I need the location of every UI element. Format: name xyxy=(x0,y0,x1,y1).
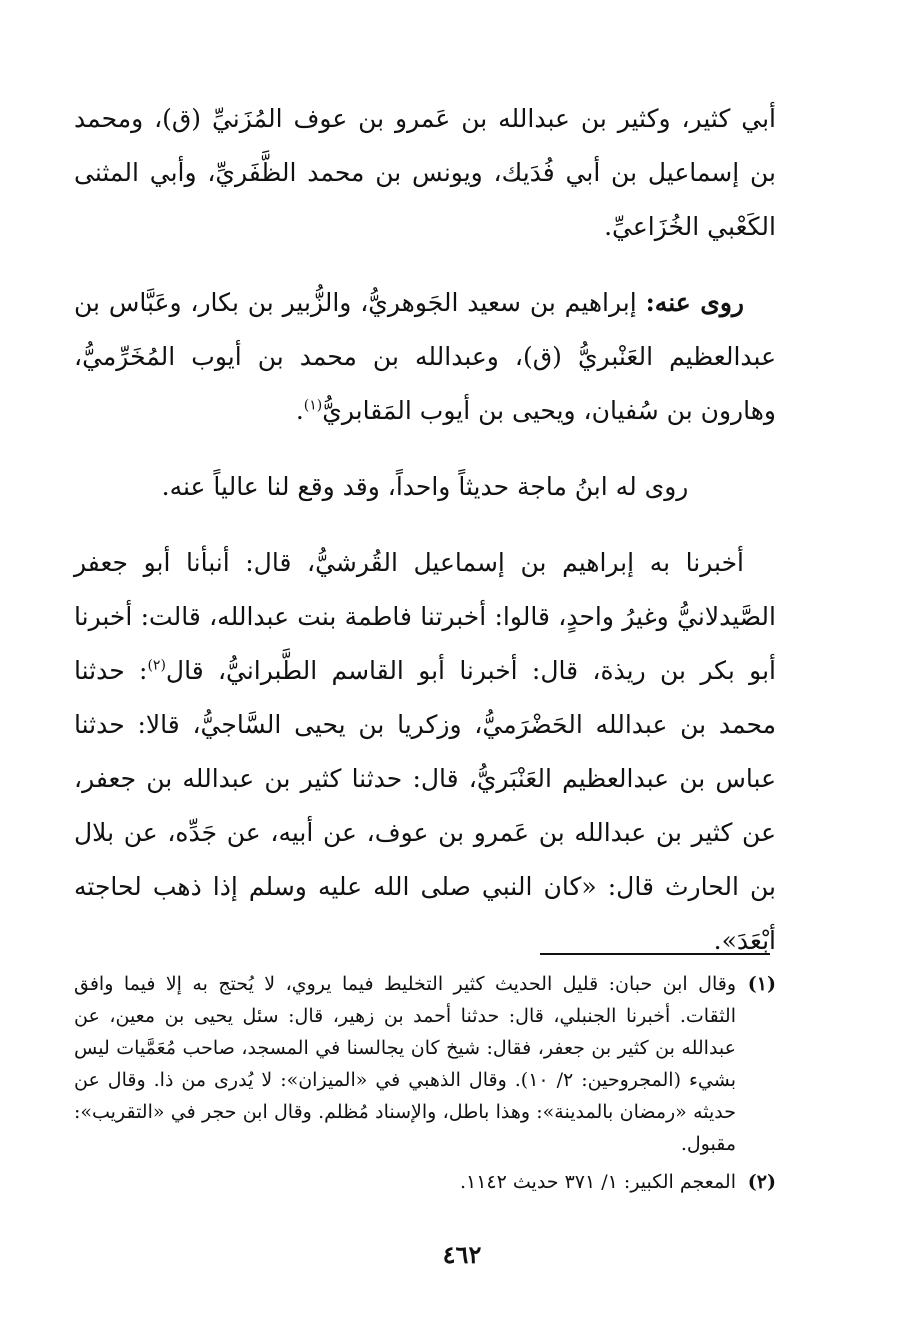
paragraph-end: . xyxy=(295,396,304,425)
paragraph-text: روى له ابنُ ماجة حديثاً واحداً، وقد وقع لنا عالياً عنه. xyxy=(161,472,689,501)
footnote-text: المعجم الكبير: ١/ ٣٧١ حديث ١١٤٢. xyxy=(459,1171,736,1193)
footnote-ref-2[interactable]: (٢) xyxy=(147,657,166,674)
main-text xyxy=(74,92,776,968)
paragraph-ibn-majah xyxy=(74,460,776,514)
page-number: ٤٦٢ xyxy=(442,1240,482,1269)
footnotes xyxy=(74,968,776,1204)
paragraph-text: أبي كثير، وكثير بن عبدالله بن عَمرو بن عوف المُزَنيِّ (ق)، ومحمد بن إسماعيل بن أبي فُدَيك، ويونس بن محمد الظَّفَريِّ، وأبي المثنى الكَعْبي الخُزَاعيِّ. xyxy=(74,104,776,241)
paragraph-narrated-by xyxy=(74,276,776,438)
paragraph-isnad xyxy=(74,536,776,968)
paragraph-text-continued: : حدثنا محمد بن عبدالله الحَضْرَميُّ، وزكريا بن يحيى السَّاجيُّ، قالا: حدثنا عباس بن عبدالعظيم العَنْبَريُّ، قال: حدثنا كثير بن عبدالله بن جعفر، عن كثير بن عبدالله بن عَمرو بن عوف، عن أبيه، عن جَدِّه، عن بلال بن الحارث قال: «كان النبي صلى الله عليه وسلم إذا ذهب لحاجته أبْعَدَ». xyxy=(74,656,776,955)
footnote-number: (٢) xyxy=(747,1171,776,1193)
footnote-text: وقال ابن حبان: قليل الحديث كثير التخليط فيما يروي، لا يُحتج به إلا فيما وافق الثقات. أخبرنا الجنبلي، قال: حدثنا أحمد بن زهير، قال: سئل يحيى بن معين، عن عبدالله بن كثير بن جعفر، فقال: شيخ كان يجالسنا في المسجد، صاحب مُعَمَّيات ليس بشيء (المجروحين: ٢/ ١٠). وقال الذهبي في «الميزان»: لا يُدرى من ذا. وقال عن حديثه «رمضان بالمدينة»: وهذا باطل، والإسناد مُظلم. وقال ابن حجر في «التقريب»: مقبول. xyxy=(74,973,736,1155)
footnote-ref-1[interactable]: (١) xyxy=(303,397,323,414)
footnote-number: (١) xyxy=(747,973,776,995)
footnote-1 xyxy=(74,968,776,1160)
footnote-2 xyxy=(74,1166,776,1198)
footnote-separator xyxy=(540,953,770,955)
section-lead: روى عنه: xyxy=(645,288,744,317)
paragraph-narrators-from xyxy=(74,92,776,254)
paragraph-text: أخبرنا به إبراهيم بن إسماعيل القُرشيُّ، قال: أنبأنا أبو جعفر الصَّيدلانيُّ وغيرُ واحدٍ، قالوا: أخبرتنا فاطمة بنت عبدالله، قالت: أخبرنا أبو بكر بن ريذة، قال: أخبرنا أبو القاسم الطَّبرانيُّ، قال xyxy=(74,548,776,685)
paragraph-text: إبراهيم بن سعيد الجَوهريُّ، والزُّبير بن بكار، وعَبَّاس بن عبدالعظيم العَنْبريُّ (ق)، وعبدالله بن محمد بن أيوب المُخَرِّميُّ، وهارون بن سُفيان، ويحيى بن أيوب المَقابريُّ xyxy=(74,288,776,425)
